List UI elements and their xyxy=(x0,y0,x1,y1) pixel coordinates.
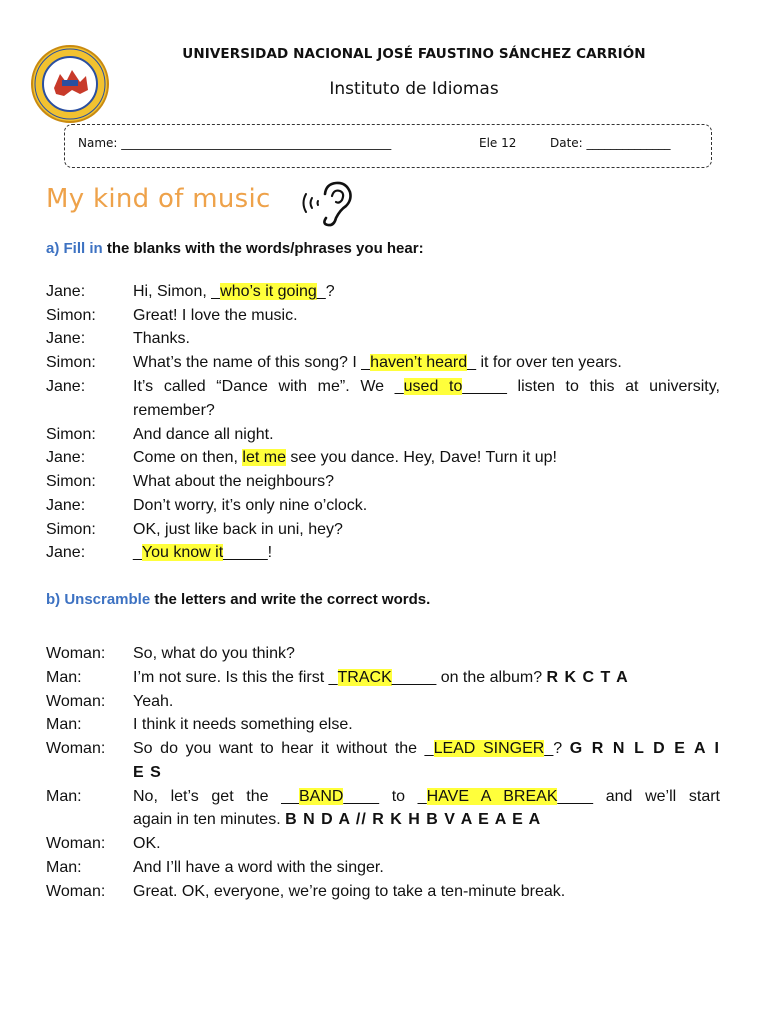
university-name: UNIVERSIDAD NACIONAL JOSÉ FAUSTINO SÁNCHEZ CARRIÓN xyxy=(182,46,646,62)
scrambled-letters: R K C T A xyxy=(546,669,629,686)
scrambled-letters: B N D A // R K H B V A E A E A xyxy=(285,811,542,828)
answer-blank[interactable]: You know it xyxy=(141,544,224,561)
answer-blank[interactable]: LEAD SINGER xyxy=(433,740,545,757)
answer-blank[interactable]: haven’t heard xyxy=(370,354,468,371)
answer-blank[interactable]: HAVE A BREAK xyxy=(426,788,558,805)
scrambled-letters: G R N L D E A I xyxy=(569,740,720,757)
section-b-instruction: b) Unscramble the letters and write the correct words. xyxy=(46,591,431,608)
name-field[interactable]: Name: _____________________________________________ xyxy=(78,136,392,150)
section-a-instruction: a) Fill in the blanks with the words/phrases you hear: xyxy=(46,240,424,257)
answer-blank[interactable]: who’s it going xyxy=(220,283,317,300)
answer-blank[interactable]: BAND xyxy=(299,788,344,805)
level-label: Ele 12 xyxy=(479,136,517,150)
ear-listening-icon xyxy=(302,180,356,228)
answer-blank[interactable]: used to xyxy=(403,378,463,395)
answer-blank[interactable]: let me xyxy=(242,449,286,466)
student-info-box xyxy=(64,124,712,168)
scrambled-letters: E S xyxy=(133,764,162,781)
institute-name: Instituto de Idiomas xyxy=(329,79,499,99)
page-title: My kind of music xyxy=(46,184,271,214)
date-field[interactable]: Date: ______________ xyxy=(550,136,671,150)
answer-blank[interactable]: TRACK xyxy=(337,669,392,686)
